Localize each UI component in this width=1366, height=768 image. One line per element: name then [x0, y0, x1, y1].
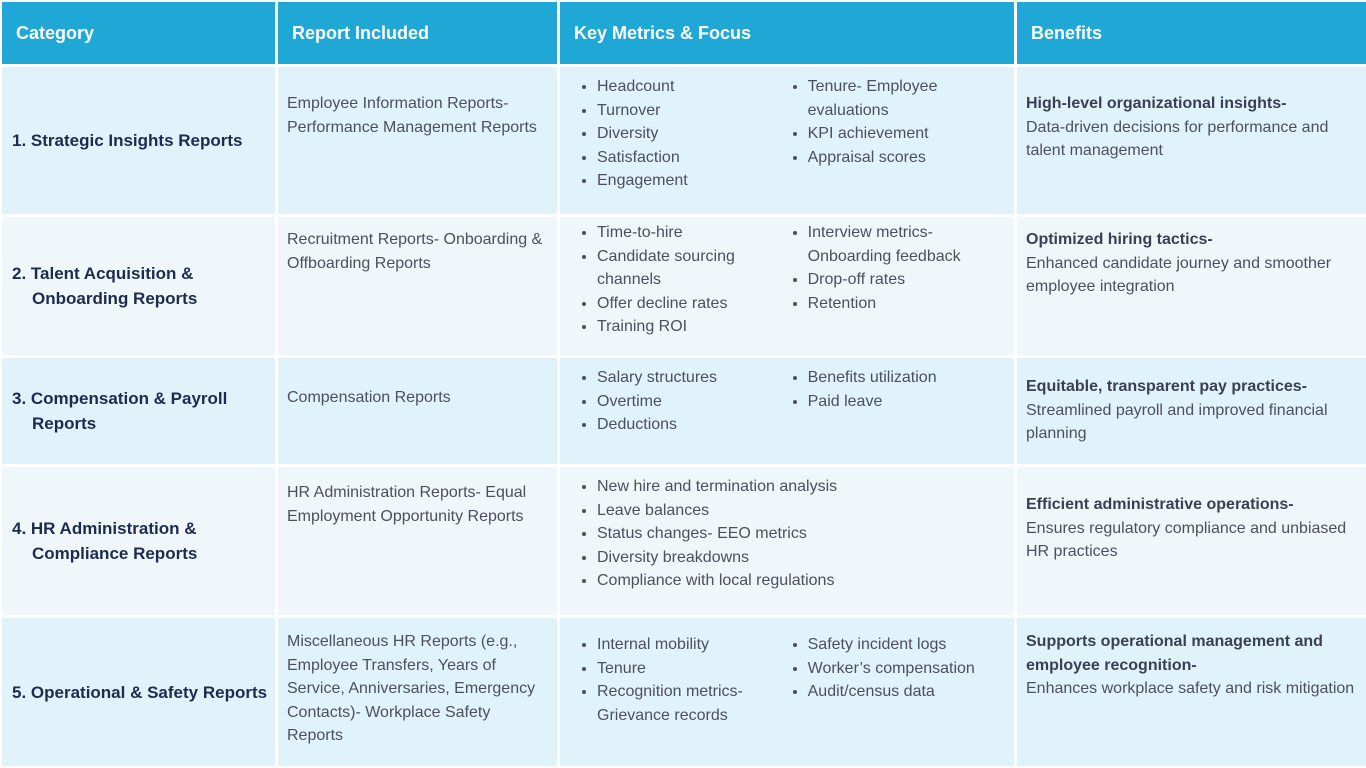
metric-item: • KPI achievement — [808, 122, 1014, 146]
category-cell — [2, 67, 275, 214]
metric-item: • Offer decline rates — [597, 292, 789, 316]
benefit-text: Data-driven decisions for performance and talent management — [1026, 118, 1329, 159]
metric-item: • Salary structures — [597, 366, 789, 390]
reports-cell: Employee Information Reports- Performance Management Reports — [278, 67, 557, 214]
category-cell — [2, 618, 275, 766]
metrics-list — [578, 633, 789, 766]
metric-item: • Candidate sourcing channels — [597, 245, 789, 292]
metrics-list — [578, 475, 997, 615]
metrics-list — [789, 221, 1014, 355]
metric-item: • Compliance with local regulations — [597, 569, 997, 593]
category-cell — [2, 358, 275, 464]
benefit-title: High-level organizational insights- — [1026, 95, 1287, 112]
benefit-title: Equitable, transparent pay practices- — [1026, 378, 1307, 395]
category-label: 5. Operational & Safety Reports — [12, 682, 268, 702]
benefits-cell — [1017, 618, 1366, 766]
metric-item: • Recognition metrics- Grievance records — [597, 680, 789, 727]
header-key-metrics: Key Metrics & Focus — [560, 2, 1014, 64]
reports-cell: Miscellaneous HR Reports (e.g., Employee Transfers, Years of Service, Anniversaries, Emergency Contacts)- Workplace Safety Reports — [278, 618, 557, 766]
reports-cell: Compensation Reports — [278, 358, 557, 464]
metrics-list — [578, 75, 789, 214]
metric-item: • Diversity — [597, 122, 789, 146]
metric-item: • Retention — [808, 292, 1014, 316]
metrics-cell — [560, 358, 1014, 464]
benefit-text: Enhances workplace safety and risk mitigation — [1026, 680, 1355, 697]
metrics-cell — [560, 618, 1014, 766]
metric-item: • Appraisal scores — [808, 146, 1014, 170]
benefit-text: Enhanced candidate journey and smoother employee integration — [1026, 254, 1332, 295]
header-benefits: Benefits — [1017, 2, 1366, 64]
reports-cell: Recruitment Reports- Onboarding & Offboarding Reports — [278, 217, 557, 355]
metrics-cell — [560, 467, 1014, 615]
metric-item: • Internal mobility — [597, 633, 789, 657]
metrics-list — [578, 221, 789, 355]
metric-item: • Diversity breakdowns — [597, 546, 997, 570]
benefit-text: Streamlined payroll and improved financial planning — [1026, 401, 1328, 442]
metrics-cell — [560, 217, 1014, 355]
metric-item: • New hire and termination analysis — [597, 475, 997, 499]
benefits-cell — [1017, 67, 1366, 214]
metric-item: • Time-to-hire — [597, 221, 789, 245]
metric-item: • Deductions — [597, 413, 789, 437]
metric-item: • Safety incident logs — [808, 633, 1014, 657]
metric-item: • Status changes- EEO metrics — [597, 522, 997, 546]
metric-item: • Training ROI — [597, 315, 789, 339]
metric-item: • Benefits utilization — [808, 366, 1014, 390]
benefits-cell — [1017, 358, 1366, 464]
header-report-included: Report Included — [278, 2, 557, 64]
metric-item: • Engagement — [597, 169, 789, 193]
benefit-title: Efficient administrative operations- — [1026, 496, 1294, 513]
reports-cell: HR Administration Reports- Equal Employment Opportunity Reports — [278, 467, 557, 615]
metrics-cell — [560, 67, 1014, 214]
metrics-list — [789, 633, 1014, 766]
category-label: 4. HR Administration & Compliance Reports — [12, 519, 198, 563]
metrics-list — [789, 366, 1014, 464]
category-label: 3. Compensation & Payroll Reports — [12, 389, 228, 433]
header-category: Category — [2, 2, 275, 64]
metric-item: • Turnover — [597, 99, 789, 123]
metric-item: • Interview metrics- Onboarding feedback — [808, 221, 1014, 268]
metric-item: • Satisfaction — [597, 146, 789, 170]
metric-item: • Overtime — [597, 390, 789, 414]
metric-item: • Paid leave — [808, 390, 1014, 414]
metric-item: • Leave balances — [597, 499, 997, 523]
category-label: 2. Talent Acquisition & Onboarding Reports — [12, 264, 198, 308]
metrics-list — [789, 75, 1014, 214]
metrics-list — [578, 366, 789, 464]
benefit-title: Supports operational management and employee recognition- — [1026, 633, 1323, 674]
metric-item: • Headcount — [597, 75, 789, 99]
category-label: 1. Strategic Insights Reports — [12, 131, 243, 150]
metric-item: • Worker’s compensation — [808, 657, 1014, 681]
benefits-cell — [1017, 217, 1366, 355]
metric-item: • Tenure- Employee evaluations — [808, 75, 1014, 122]
category-cell — [2, 467, 275, 615]
category-cell — [2, 217, 275, 355]
metric-item: • Audit/census data — [808, 680, 1014, 704]
benefit-title: Optimized hiring tactics- — [1026, 231, 1213, 248]
metric-item: • Drop-off rates — [808, 268, 1014, 292]
benefits-cell — [1017, 467, 1366, 615]
metric-item: • Tenure — [597, 657, 789, 681]
benefit-text: Ensures regulatory compliance and unbiased HR practices — [1026, 519, 1347, 560]
